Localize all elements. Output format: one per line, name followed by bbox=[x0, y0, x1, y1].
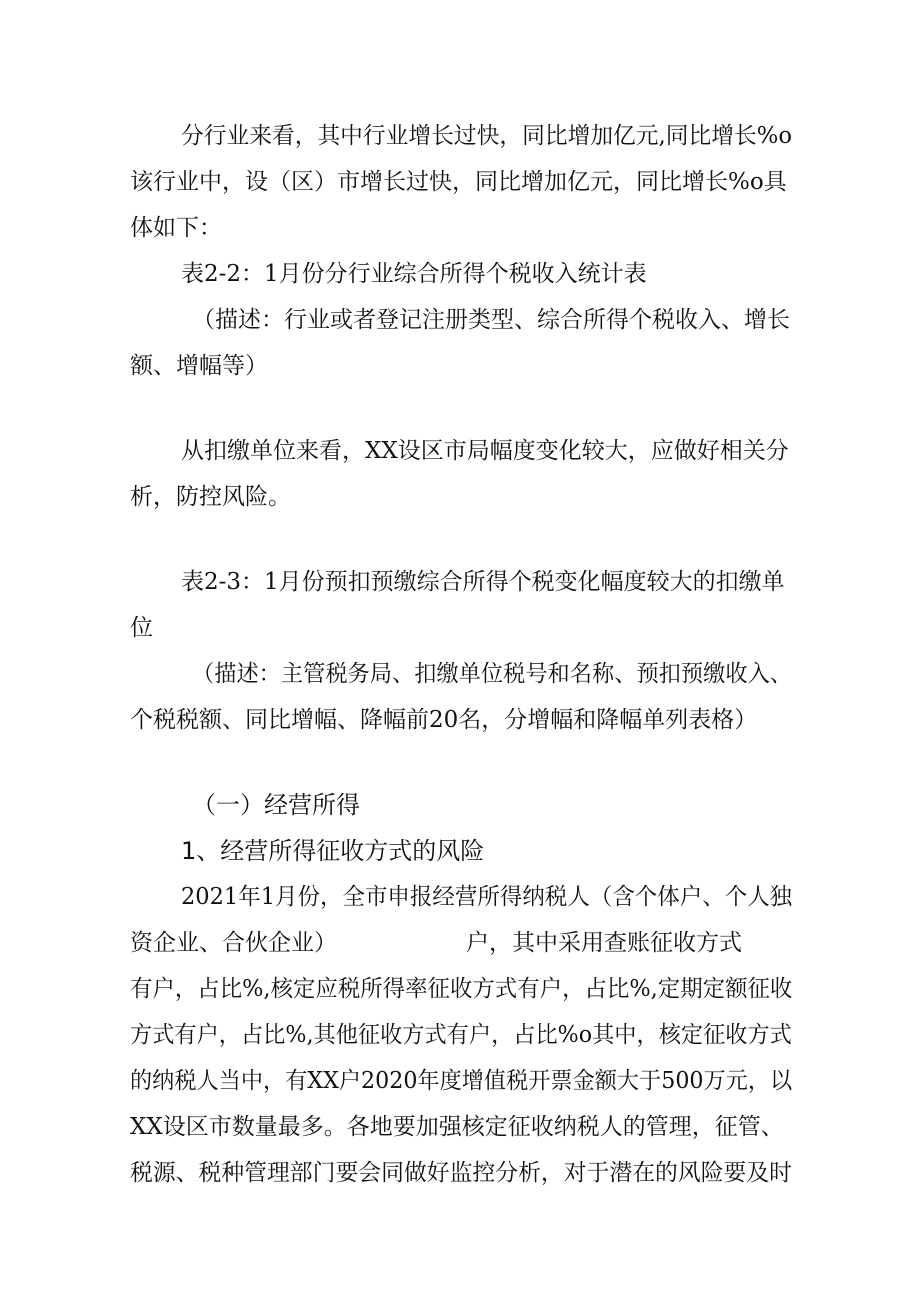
paragraph-business-line-1: 2021年1月份，全市申报经营所得纳税人（含个体户、个人独 bbox=[181, 884, 793, 910]
table-2-3-caption-line-2: 位 bbox=[130, 615, 153, 641]
paragraph-business-line-2a: 资企业、合伙企业） bbox=[130, 930, 337, 956]
table-2-2-description-line-1: （描述：行业或者登记注册类型、综合所得个税收入、增长 bbox=[192, 307, 790, 333]
paragraph-business-line-7: 税源、税种管理部门要会同做好监控分析，对于潜在的风险要及时 bbox=[130, 1160, 792, 1186]
paragraph-business-line-2b: 户，其中采用查账征收方式 bbox=[466, 930, 742, 956]
table-2-3-caption-line-1: 表2-3：1月份预扣预缴综合所得个税变化幅度较大的扣缴单 bbox=[181, 569, 785, 595]
table-2-3-description-line-1: （描述：主管税务局、扣缴单位税号和名称、预扣预缴收入、 bbox=[192, 661, 793, 687]
paragraph-business-line-4: 方式有户，占比%,其他征收方式有户，占比%o其中，核定征收方式 bbox=[130, 1022, 792, 1048]
paragraph-withholding-line-2: 析，防控风险。 bbox=[130, 484, 291, 510]
table-2-3-description-line-2: 个税税额、同比增幅、降幅前20名，分增幅和降幅单列表格） bbox=[130, 707, 758, 733]
table-2-2-caption: 表2-2：1月份分行业综合所得个税收入统计表 bbox=[181, 261, 647, 287]
paragraph-industry-line-3: 体如下： bbox=[130, 215, 222, 241]
section-heading: （一）经营所得 bbox=[192, 791, 360, 819]
paragraph-industry-line-1: 分行业来看，其中行业增长过快，同比增加亿元,同比增长%o bbox=[181, 123, 793, 149]
paragraph-industry-line-2: 该行业中，设（区）市增长过快，同比增加亿元，同比增长%o具 bbox=[130, 169, 787, 195]
paragraph-withholding-line-1: 从扣缴单位来看，XX设区市局幅度变化较大，应做好相关分 bbox=[181, 438, 789, 464]
table-2-2-description-line-2: 额、增幅等） bbox=[130, 353, 268, 379]
subsection-heading: 1、经营所得征收方式的风险 bbox=[181, 837, 485, 865]
paragraph-business-line-3: 有户，占比%,核定应税所得率征收方式有户，占比%,定期定额征收 bbox=[130, 976, 793, 1002]
paragraph-business-line-5: 的纳税人当中，有XX户2020年度增值税开票金额大于500万元，以 bbox=[130, 1068, 793, 1094]
paragraph-business-line-6: XX设区市数量最多。各地要加强核定征收纳税人的管理，征管、 bbox=[130, 1114, 784, 1140]
